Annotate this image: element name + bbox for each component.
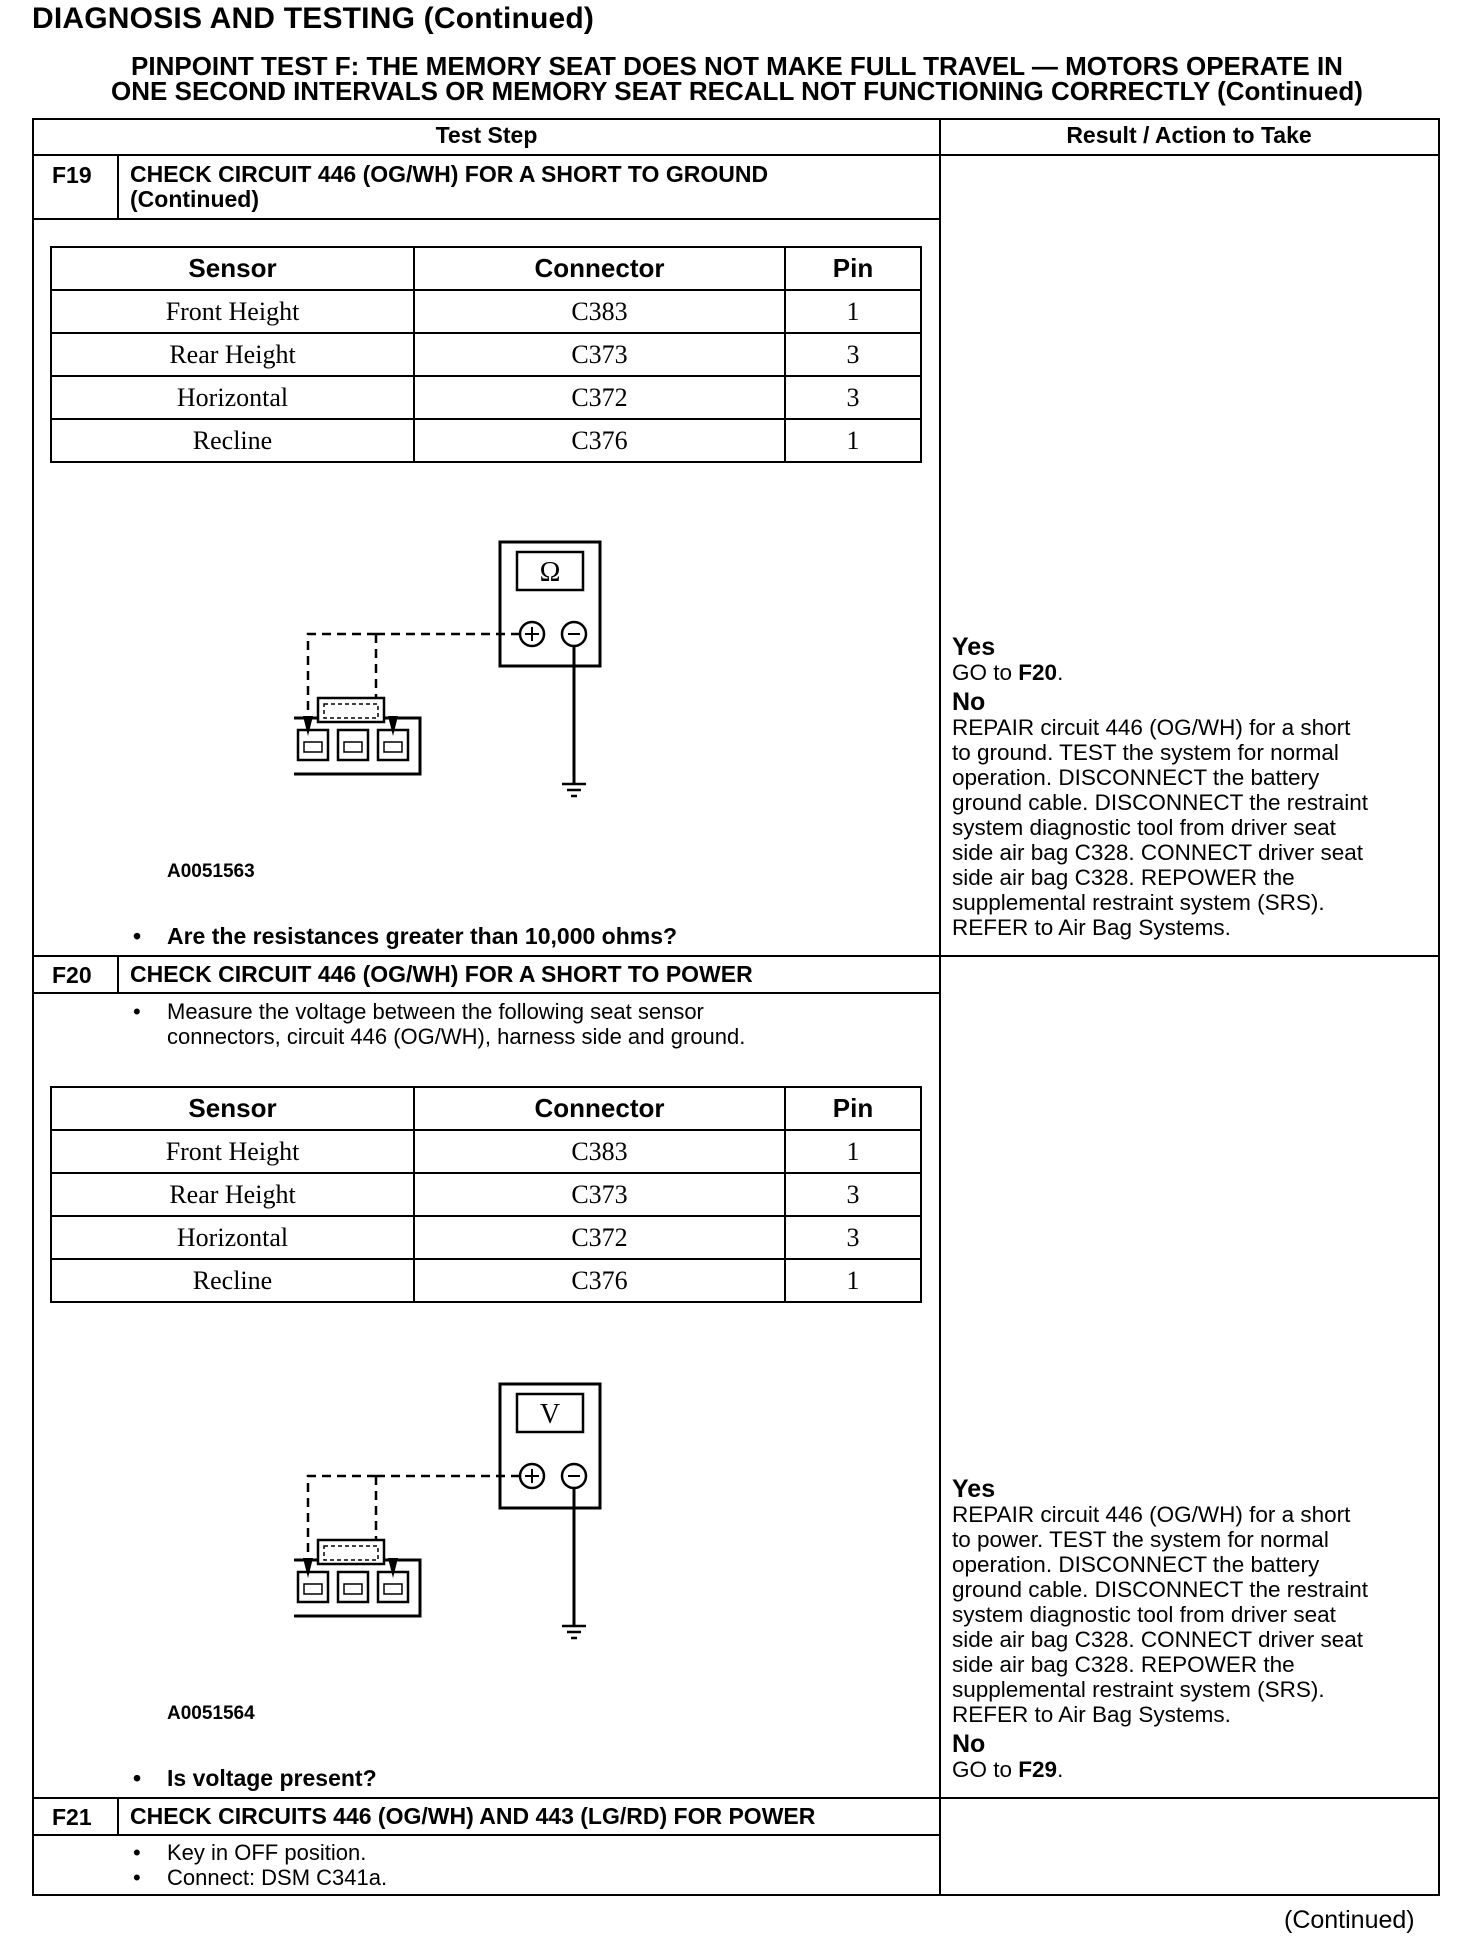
th-sensor: Sensor (51, 1087, 414, 1130)
cell-pin: 3 (785, 376, 921, 419)
th-pin: Pin (785, 247, 921, 290)
sensor-table-f19 (50, 246, 922, 463)
table-row (51, 1216, 921, 1259)
step-id-f20: F20 (52, 962, 92, 988)
result-no-label: No (952, 1730, 986, 1758)
cell-sensor: Horizontal (51, 1216, 414, 1259)
th-pin: Pin (785, 1087, 921, 1130)
cell-connector: C373 (414, 333, 785, 376)
cell-connector: C373 (414, 1173, 785, 1216)
cell-sensor: Rear Height (51, 1173, 414, 1216)
table-row (51, 290, 921, 333)
pinpoint-title-line1: PINPOINT TEST F: THE MEMORY SEAT DOES NOT MAKE FULL TRAVEL — MOTORS OPERATE IN (131, 51, 1343, 81)
figure-id-f19: A0051563 (167, 861, 255, 882)
step-id-f21: F21 (52, 1804, 92, 1830)
cell-connector: C372 (414, 1216, 785, 1259)
th-sensor: Sensor (51, 247, 414, 290)
pinpoint-table (32, 118, 1440, 1896)
table-header-row (51, 247, 921, 290)
cell-connector: C383 (414, 1130, 785, 1173)
cell-sensor: Recline (51, 1259, 414, 1302)
cell-sensor: Front Height (51, 290, 414, 333)
table-row (51, 333, 921, 376)
table-row (51, 376, 921, 419)
pinpoint-title-line2: ONE SECOND INTERVALS OR MEMORY SEAT RECALL NOT FUNCTIONING CORRECTLY (Continued) (111, 76, 1363, 106)
voltmeter-diagram (294, 1382, 624, 1672)
continued-footer: (Continued) (1284, 1906, 1415, 1934)
result-f19: Yes GO to F20. No REPAIR circuit 446 (OG/WH) for a short to ground. TEST the system for normal operation. DISCONNECT the battery ground cable. DISCONNECT the restraint system diagnostic tool from driver seat side air bag C328. CONNECT driver seat side air bag C328. REPOWER the supplemental restraint system (SRS). REFER to Air Bag Systems. (952, 633, 1369, 940)
instruction-f20: • Measure the voltage between the following seat sensor connectors, circuit 446 (OG/WH), harness side and ground. (133, 999, 746, 1049)
connector-icon (294, 1540, 420, 1616)
result-yes-label: Yes (952, 1475, 996, 1503)
cell-sensor: Recline (51, 419, 414, 462)
table-row (51, 1173, 921, 1216)
th-connector: Connector (414, 247, 785, 290)
cell-pin: 3 (785, 1216, 921, 1259)
cell-sensor: Rear Height (51, 333, 414, 376)
result-no-text: GO to F29. (952, 1757, 1064, 1782)
col-header-test-step: Test Step (435, 122, 538, 148)
meter-symbol: V (539, 1399, 561, 1430)
section-title: DIAGNOSIS AND TESTING (Continued) (32, 2, 595, 35)
cell-pin: 1 (785, 1130, 921, 1173)
result-no-label: No (952, 688, 986, 716)
cell-connector: C376 (414, 419, 785, 462)
step-title-f21: CHECK CIRCUITS 446 (OG/WH) AND 443 (LG/RD) FOR POWER (130, 1803, 816, 1829)
table-row (51, 419, 921, 462)
cell-connector: C383 (414, 290, 785, 333)
table-header-row (51, 1087, 921, 1130)
cell-pin: 3 (785, 1173, 921, 1216)
cell-sensor: Front Height (51, 1130, 414, 1173)
cell-sensor: Horizontal (51, 376, 414, 419)
cell-pin: 1 (785, 1259, 921, 1302)
instruction-f21-1: • Key in OFF position. (133, 1840, 367, 1865)
figure-id-f20: A0051564 (167, 1703, 255, 1724)
step-title-f19: CHECK CIRCUIT 446 (OG/WH) FOR A SHORT TO GROUND (Continued) (130, 161, 769, 212)
cell-connector: C376 (414, 1259, 785, 1302)
sensor-table-f20 (50, 1086, 922, 1303)
result-yes-text: GO to F20. (952, 660, 1064, 685)
step-title-f20: CHECK CIRCUIT 446 (OG/WH) FOR A SHORT TO POWER (130, 961, 753, 987)
cell-connector: C372 (414, 376, 785, 419)
cell-pin: 3 (785, 333, 921, 376)
cell-pin: 1 (785, 290, 921, 333)
table-row (51, 1130, 921, 1173)
col-header-result: Result / Action to Take (1066, 122, 1312, 148)
cell-pin: 1 (785, 419, 921, 462)
ohmmeter-diagram (294, 540, 624, 830)
th-connector: Connector (414, 1087, 785, 1130)
result-f20: Yes REPAIR circuit 446 (OG/WH) for a short to power. TEST the system for normal operation. DISCONNECT the battery ground cable. DISCONNECT the restraint system diagnostic tool from driver seat side air bag C328. CONNECT driver seat side air bag C328. REPOWER the supplemental restraint system (SRS). REFER to Air Bag Systems. No GO to F29. (952, 1475, 1369, 1782)
question-f19: • Are the resistances greater than 10,000 ohms? (133, 923, 678, 949)
meter-symbol: Ω (539, 557, 561, 588)
table-row (51, 1259, 921, 1302)
step-id-f19: F19 (52, 162, 92, 188)
question-f20: • Is voltage present? (133, 1765, 377, 1791)
result-yes-label: Yes (952, 633, 996, 661)
connector-icon (294, 698, 420, 774)
instruction-f21-2: • Connect: DSM C341a. (133, 1865, 388, 1890)
